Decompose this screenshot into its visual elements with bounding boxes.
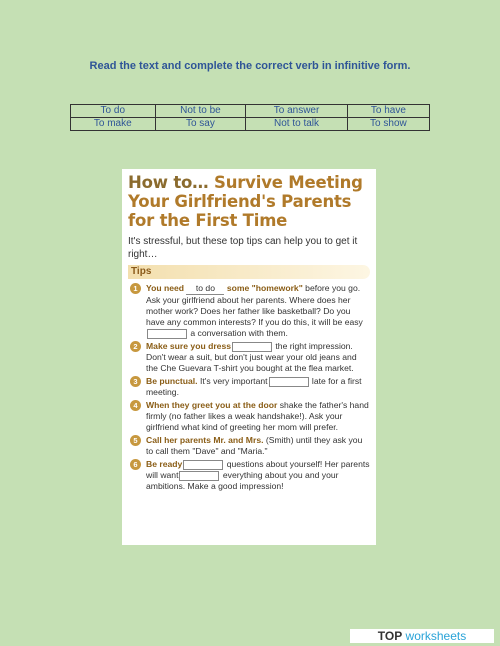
tip-text: shake the father's hand firmly (no father likes a weak handshake!). Ask your girlfriend what kind of greeting her mom will prefer. [146,400,369,432]
brand-worksheets: worksheets [402,629,467,643]
word-bank-row [71,118,430,131]
brand-logo [350,629,494,643]
article-title [128,173,370,230]
tip-2 [128,341,370,374]
word-bank-cell: To show [347,118,429,131]
instruction: Read the text and complete the correct verb in infinitive form. [89,60,411,72]
word-bank-cell: Not to be [155,105,246,118]
tip-text: It's very important [197,376,268,386]
tip-1 [128,283,370,339]
word-bank-cell: To say [155,118,246,131]
tip-highlight: Be punctual. [146,376,198,386]
tip-number: 4 [130,400,141,411]
tip-number: 1 [130,283,141,294]
word-bank-cell: To answer [246,105,348,118]
tip-3 [128,376,370,398]
tip-number: 6 [130,459,141,470]
answer-blank[interactable] [269,377,309,387]
word-bank-cell: To make [71,118,156,131]
tip-text: questions about yourself! Her parents will want [146,459,370,480]
tip-text: a conversation with them. [188,328,288,338]
tip-highlight: You need [146,283,185,293]
article-card [122,169,376,545]
title-lead: How to… [128,173,209,192]
tip-text: the right impression. Don't wear a suit, but don't just wear your old jeans and the Che Guevara T-shirt you bought at the flea market. [146,341,357,373]
tip-number: 2 [130,341,141,352]
tip-4 [128,400,370,433]
tip-highlight: When they greet you at the door [146,400,278,410]
tip-text: (Smith) until they ask you to call them "Dave" and "Maria." [146,435,363,456]
tip-text: late for a first meeting. [146,376,362,397]
tip-text: everything about you and your ambitions. Make a good impression! [146,470,339,491]
answer-blank[interactable] [147,329,187,339]
tip-number: 5 [130,435,141,446]
tip-number: 3 [130,376,141,387]
tip-6 [128,459,370,492]
brand-top: TOP [377,629,403,643]
word-bank-cell: To have [347,105,429,118]
tip-highlight: Make sure you dress [146,341,232,351]
tip-highlight: Call her parents Mr. and Mrs. [146,435,264,445]
word-bank-cell: To do [71,105,156,118]
word-bank-row [71,105,430,118]
article-intro: It's stressful, but these top tips can help you to get it right… [128,236,358,260]
title-rest: Survive Meeting Your Girlfriend's Parents for the First Time [128,173,363,230]
tip-highlight: some "homework" [224,283,303,293]
word-bank-cell: Not to talk [246,118,348,131]
tips-header: Tips [128,265,370,279]
answer-blank[interactable] [179,471,219,481]
answer-blank[interactable] [183,460,223,470]
tip-highlight: Be ready [146,459,183,469]
tip-5 [128,435,370,457]
word-bank-table [70,104,430,131]
answer-filled: to do [186,283,224,295]
tip-text: before you go. Ask your girlfriend about her parents. Where does her mother work? Does her father like basketball? Do you have any common interests? If you do this, it will be easy [146,283,363,327]
answer-blank[interactable] [232,342,272,352]
